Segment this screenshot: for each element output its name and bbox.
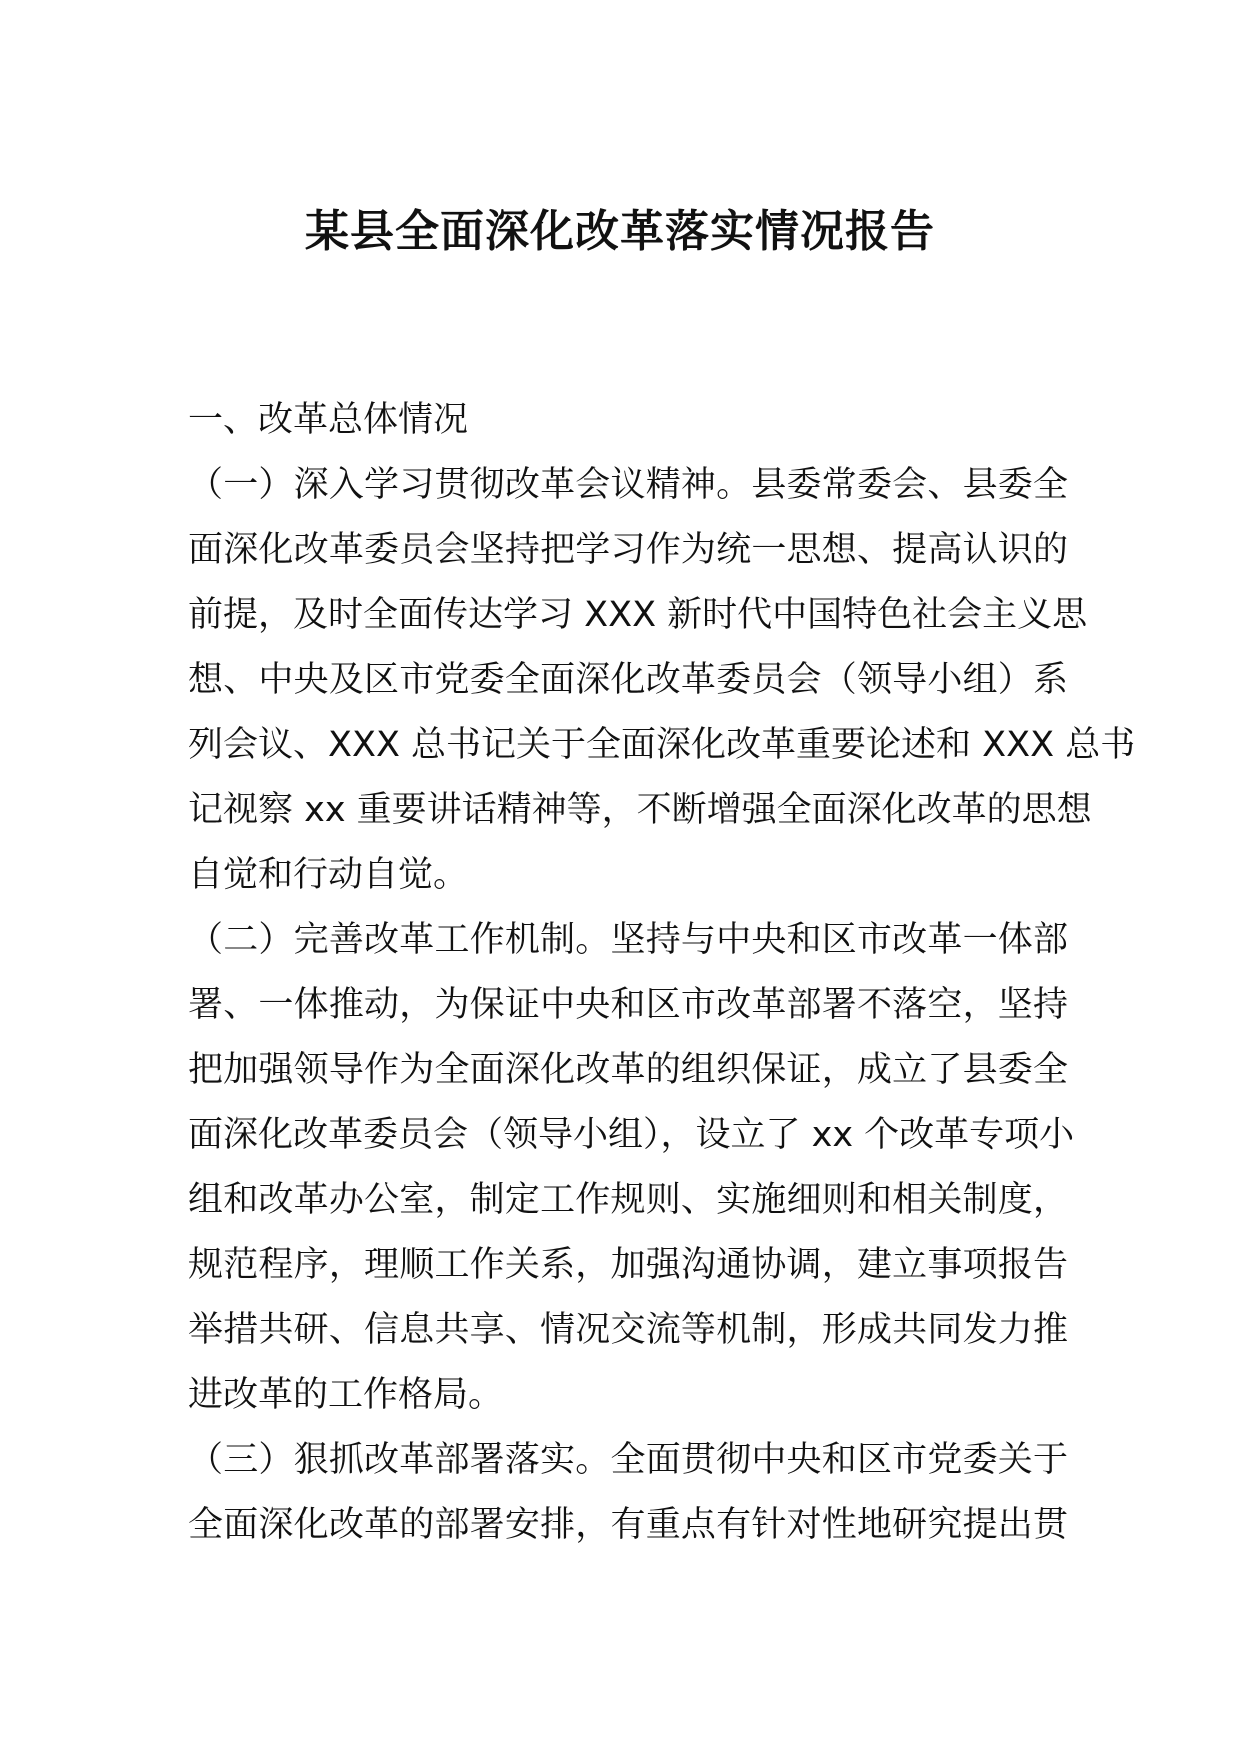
paragraph-line: 进改革的工作格局。: [188, 1375, 504, 1415]
paragraph-line: 组和改革办公室，制定工作规则、实施细则和相关制度，: [188, 1180, 1068, 1220]
paragraph-line: 举措共研、信息共享、情况交流等机制，形成共同发力推: [188, 1310, 1068, 1350]
paragraph-line: 想、中央及区市党委全面深化改革委员会（领导小组）系: [188, 660, 1068, 700]
paragraph-line: 把加强领导作为全面深化改革的组织保证，成立了县委全: [188, 1050, 1068, 1090]
paragraph-line: 面深化改革委员会坚持把学习作为统一思想、提高认识的: [188, 530, 1068, 570]
paragraph-line: 记视察 xx 重要讲话精神等，不断增强全面深化改革的思想: [188, 790, 1092, 830]
section-heading: 一、改革总体情况: [188, 400, 469, 440]
paragraph-line: 前提，及时全面传达学习 XXX 新时代中国特色社会主义思: [188, 595, 1088, 635]
paragraph-line: 列会议、XXX 总书记关于全面深化改革重要论述和 XXX 总书: [188, 725, 1136, 765]
document-body: [188, 388, 1136, 1558]
paragraph-line: 署、一体推动，为保证中央和区市改革部署不落空，坚持: [188, 985, 1068, 1025]
paragraph-line: （一）深入学习贯彻改革会议精神。县委常委会、县委全: [188, 465, 1068, 505]
paragraph-line: 全面深化改革的部署安排，有重点有针对性地研究提出贯: [188, 1505, 1068, 1545]
paragraph-line: 规范程序，理顺工作关系，加强沟通协调，建立事项报告: [188, 1245, 1068, 1285]
paragraph-line: （三）狠抓改革部署落实。全面贯彻中央和区市党委关于: [188, 1440, 1068, 1480]
paragraph-line: （二）完善改革工作机制。坚持与中央和区市改革一体部: [188, 920, 1068, 960]
paragraph-line: 自觉和行动自觉。: [188, 855, 469, 895]
document-title: 某县全面深化改革落实情况报告: [305, 206, 935, 257]
paragraph-line: 面深化改革委员会（领导小组），设立了 xx 个改革专项小: [188, 1115, 1075, 1155]
